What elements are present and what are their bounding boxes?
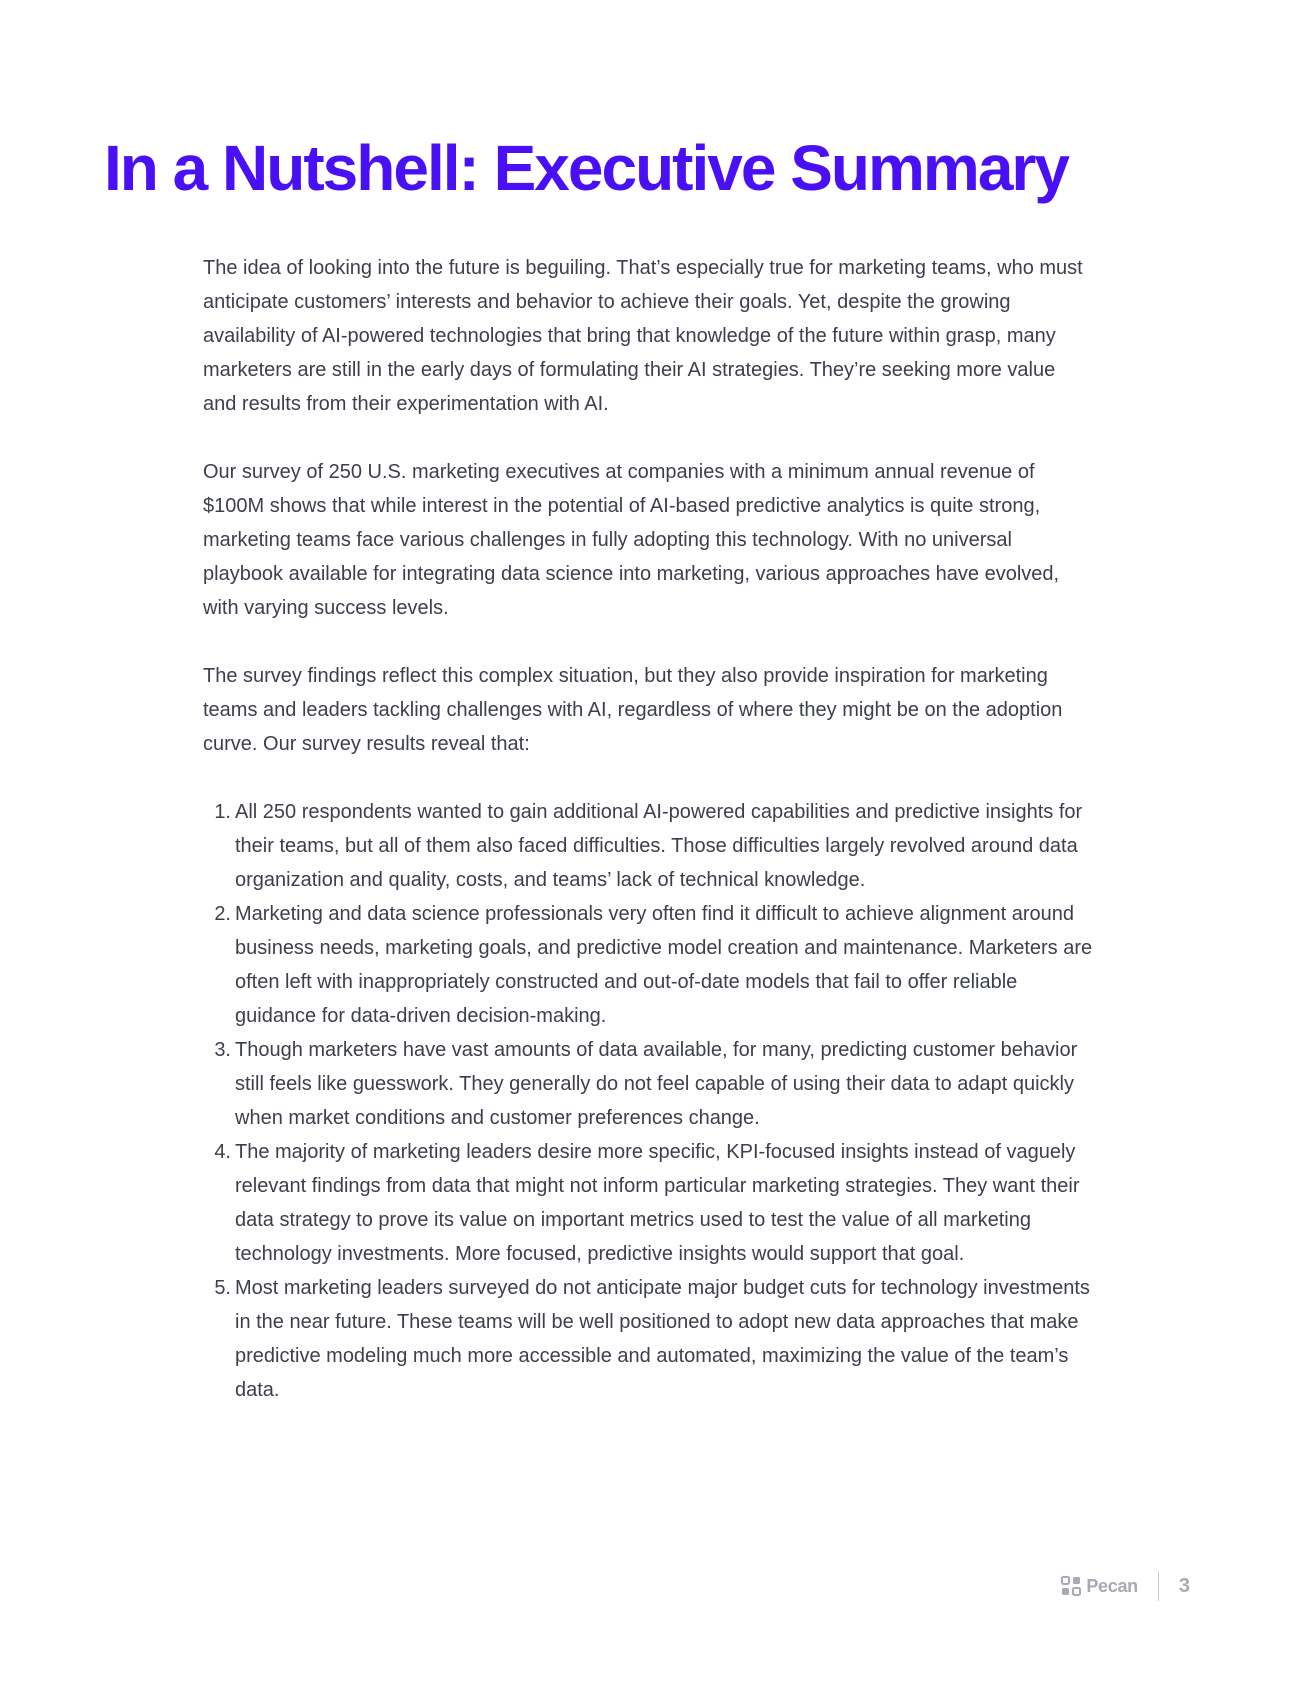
footer-divider xyxy=(1158,1571,1159,1601)
brand-name: Pecan xyxy=(1086,1575,1138,1596)
finding-number: 1. xyxy=(214,801,231,823)
findings-intro-paragraph: The survey findings reflect this complex situation, but they also provide inspiration for marketing teams and leaders tackling challenges with AI, regardless of where they might be on the adoption curve. Our survey results reveal that: xyxy=(203,665,1063,755)
finding-text: Marketing and data science professionals very often find it difficult to achieve alignment around business needs, marketing goals, and predictive model creation and maintenance. Marketers are often left with inappropriately constructed and out-of-date models that fail to offer reliable guidance for data-driven decision-making. xyxy=(235,903,1093,1027)
pecan-logo-icon xyxy=(1061,1576,1081,1596)
executive-summary-body xyxy=(203,251,1093,1407)
finding-item xyxy=(203,1033,1093,1135)
finding-text: Most marketing leaders surveyed do not anticipate major budget cuts for technology investments in the near future. These teams will be well positioned to adopt new data approaches that make predictive modeling much more accessible and automated, maximizing the value of the team’s data. xyxy=(235,1277,1090,1401)
finding-item xyxy=(203,795,1093,897)
finding-item xyxy=(203,1271,1093,1407)
finding-text: All 250 respondents wanted to gain additional AI-powered capabilities and predictive insights for their teams, but all of them also faced difficulties. Those difficulties largely revolved around data organization and quality, costs, and teams’ lack of technical knowledge. xyxy=(235,801,1083,891)
finding-item xyxy=(203,1135,1093,1271)
findings-list xyxy=(203,795,1093,1407)
survey-paragraph: Our survey of 250 U.S. marketing executives at companies with a minimum annual revenue of $100M shows that while interest in the potential of AI-based predictive analytics is quite strong, marketing teams face various challenges in fully adopting this technology. With no universal playbook available for integrating data science into marketing, various approaches have evolved, with varying success levels. xyxy=(203,461,1060,619)
finding-number: 2. xyxy=(214,903,231,925)
finding-number: 4. xyxy=(214,1141,231,1163)
finding-number: 5. xyxy=(214,1277,231,1299)
intro-paragraph: The idea of looking into the future is beguiling. That’s especially true for marketing teams, who must anticipate customers’ interests and behavior to achieve their goals. Yet, despite the growing availability of AI-powered technologies that bring that knowledge of the future within grasp, many marketers are still in the early days of formulating their AI strategies. They’re seeking more value and results from their experimentation with AI. xyxy=(203,257,1083,415)
pecan-logo xyxy=(1061,1576,1138,1597)
page-number: 3 xyxy=(1178,1574,1190,1597)
finding-item xyxy=(203,897,1093,1033)
page-title: In a Nutshell: Executive Summary xyxy=(104,132,1068,204)
finding-text: Though marketers have vast amounts of data available, for many, predicting customer behavior still feels like guesswork. They generally do not feel capable of using their data to adapt quickly when market conditions and customer preferences change. xyxy=(235,1039,1078,1129)
finding-number: 3. xyxy=(214,1039,231,1061)
page-footer xyxy=(1061,1570,1190,1602)
finding-text: The majority of marketing leaders desire more specific, KPI-focused insights instead of vaguely relevant findings from data that might not inform particular marketing strategies. They want their data strategy to prove its value on important metrics used to test the value of all marketing technology investments. More focused, predictive insights would support that goal. xyxy=(235,1141,1080,1265)
